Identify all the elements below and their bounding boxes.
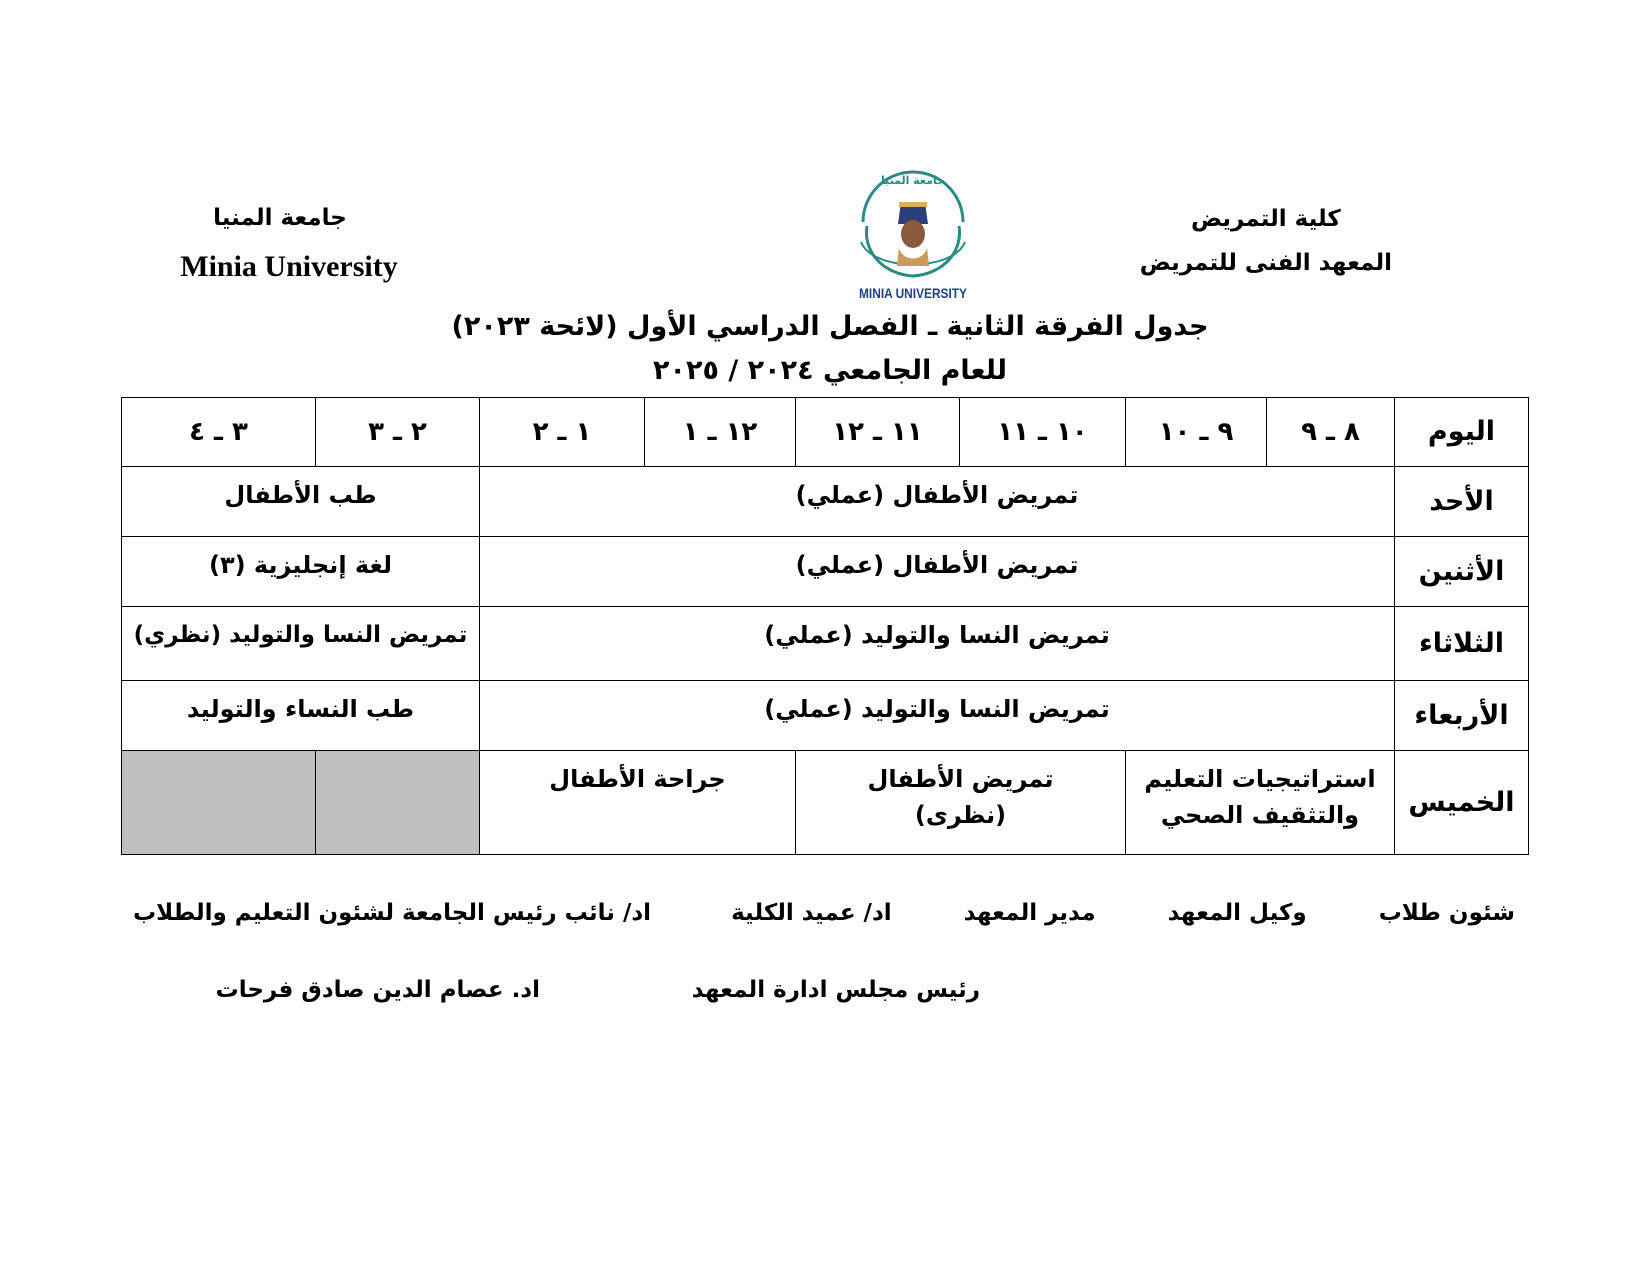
session-cell: جراحة الأطفال (480, 751, 796, 855)
faculty-name: كلية التمريض (1190, 206, 1341, 232)
session-line: والتثقيف الصحي (1160, 801, 1360, 829)
university-logo (853, 162, 973, 304)
time-slot: ١٢ ـ ١ (645, 398, 796, 467)
session-cell (796, 751, 1126, 855)
academic-year: للعام الجامعي ٢٠٢٤ / ٢٠٢٥ (653, 355, 1007, 386)
day-cell: الأربعاء (1395, 681, 1529, 751)
time-slot: ٨ ـ ٩ (1267, 398, 1395, 467)
session-cell: تمريض النسا والتوليد (عملي) (480, 607, 1395, 681)
day-cell: الثلاثاء (1395, 607, 1529, 681)
session-cell: طب الأطفال (122, 467, 480, 537)
session-cell: طب النساء والتوليد (122, 681, 480, 751)
session-cell: تمريض الأطفال (عملي) (480, 537, 1395, 607)
session-line: تمريض الأطفال (867, 765, 1054, 793)
time-slot: ٢ ـ ٣ (316, 398, 480, 467)
table-row (122, 467, 1529, 537)
table-row (122, 607, 1529, 681)
signatures-line-1: شئون طلاب وكيل المعهد مدير المعهد اد/ عميد الكلية اد/ نائب رئيس الجامعة لشئون التعليم والطلاب (132, 900, 1515, 926)
time-slot: ١١ ـ ١٢ (796, 398, 960, 467)
empty-shaded-cell (316, 751, 480, 855)
day-column-header: اليوم (1395, 398, 1529, 467)
session-line: استراتيجيات التعليم (1144, 765, 1376, 793)
day-cell: الأثنين (1395, 537, 1529, 607)
day-cell: الخميس (1395, 751, 1529, 855)
time-slot: ٩ ـ ١٠ (1126, 398, 1267, 467)
session-cell: تمريض النسا والتوليد (نظري) (122, 607, 480, 681)
schedule-title: جدول الفرقة الثانية ـ الفصل الدراسي الأول (لائحة ٢٠٢٣) (451, 311, 1209, 342)
header-row (122, 398, 1529, 467)
logo-arabic-text: جامعة المنيا (881, 174, 945, 187)
session-line: (نظرى) (914, 801, 1007, 829)
board-chairman-title: رئيس مجلس ادارة المعهد (691, 977, 980, 1003)
time-slot: ٣ ـ ٤ (122, 398, 316, 467)
session-cell: لغة إنجليزية (٣) (122, 537, 480, 607)
institute-name: المعهد الفنى للتمريض (1139, 250, 1392, 276)
board-chairman-name: اد. عصام الدين صادق فرحات (215, 977, 540, 1003)
table-row (122, 681, 1529, 751)
table-row (122, 751, 1529, 855)
time-slot: ١٠ ـ ١١ (960, 398, 1126, 467)
empty-shaded-cell (122, 751, 316, 855)
logo-english-text: MINIA UNIVERSITY (859, 285, 968, 301)
university-name-arabic: جامعة المنيا (213, 205, 347, 231)
time-slot: ١ ـ ٢ (480, 398, 645, 467)
day-cell: الأحد (1395, 467, 1529, 537)
session-cell: تمريض الأطفال (عملي) (480, 467, 1395, 537)
table-row (122, 537, 1529, 607)
session-cell: تمريض النسا والتوليد (عملي) (480, 681, 1395, 751)
university-name-english: Minia University (180, 250, 398, 283)
faculty-header (1140, 197, 1392, 285)
schedule-table (121, 397, 1529, 855)
session-cell (1126, 751, 1395, 855)
